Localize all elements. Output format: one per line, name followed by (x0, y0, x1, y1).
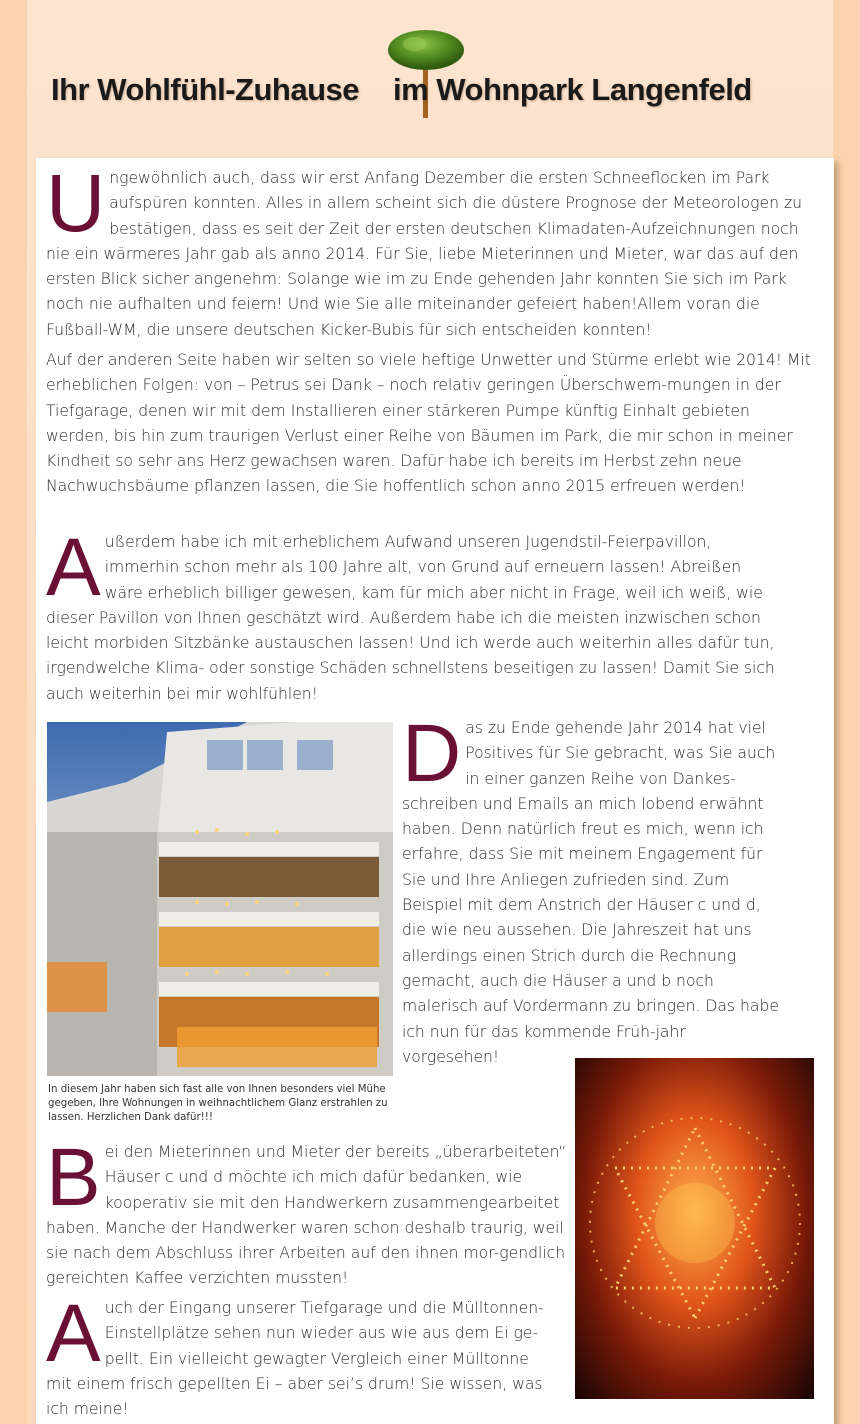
paragraph-text: Auf der anderen Seite haben wir selten so viele heftige Unwetter und Stürme erlebt wie 2014! Mit erheblichen Folgen: von – Petrus sei Dank – noch relativ geringen Überschwem-mungen in der Tiefgarage, denen wir mit dem Installieren einer stärkeren Pumpe künftig Einhalt gebieten werden, bis hin zum traurigen Verlust einer Reihe von Bäumen im Park, die mir schon in meiner Kindheit so sehr ans Herz gewachsen waren. Dafür habe ich bereits im Herbst zehn neue Nachwuchsbäume pflanzen lassen, die Sie hoffentlich schon anno 2015 erfreuen werden! (46, 351, 811, 496)
page-title (51, 72, 831, 108)
house-illustration (47, 722, 393, 1076)
house-photo (47, 722, 393, 1076)
paragraph-text: ußerdem habe ich mit erheblichem Aufwand unseren Jugendstil-Feierpavillon, immerhin schon mehr als 100 Jahre alt, von Grund auf erneuern lassen! Abreißen wäre erheblich billiger gewesen, kam für mich aber nicht in Frage, weil ich weiß, wie dieser Pavillon von Ihnen geschätzt wird. Außerdem habe ich die meisten inzwischen schon leicht morbiden Sitzbänke austauschen lassen! Und ich werde auch weiterhin alles dafür tun, irgendwelche Klima- oder sonstige Schäden schnellstens beseitigen zu lassen! Damit Sie sich auch weiterhin bei mir wohlfühlen! (46, 533, 775, 703)
dropcap: A (46, 1288, 101, 1379)
title-right: im Wohnpark Langenfeld (393, 72, 752, 107)
paragraph-6 (46, 1288, 556, 1422)
paragraph-text: as zu Ende gehende Jahr 2014 hat viel Positives für Sie gebracht, was Sie auch in einer ganzen Reihe von Dankes-schreiben und Emails an mich lobend erwähnt haben. Denn natürlich freut es mich, wenn ich erfahre, dass Sie mit meinem Engagement für Sie und Ihre Anliegen zufrieden sind. Zum Beispiel mit dem Anstrich der Häuser c und d, die wie neu aussehen. Die Jahreszeit hat uns allerdings einen Strich durch die Rechnung gemacht, auch die Häuser a und b noch malerisch auf Vordermann zu bringen. Das habe ich nun für das kommende Früh-jahr vorgesehen! (402, 719, 779, 1066)
christmas-lights-photo (575, 1058, 814, 1399)
paragraph-text: uch der Eingang unserer Tiefgarage und die Mülltonnen-Einstellplätze sehen nun wieder aus wie aus dem Ei ge-pellt. Ein vielleicht gewagter Vergleich einer Mülltonne mit einem frisch gepellten Ei – aber sei’s drum! Sie wissen, was ich meine! (46, 1299, 544, 1419)
paragraph-1 (46, 158, 816, 343)
header-banner (27, 0, 833, 150)
photo-caption: In diesem Jahr haben sich fast alle von Ihnen besonders viel Mühe gegeben, Ihre Wohnungen in weihnachtlichem Glanz erstrahlen zu lassen. Herzlichen Dank dafür!!! (48, 1084, 388, 1123)
paragraph-3 (46, 522, 781, 707)
dropcap: A (46, 522, 101, 613)
dropcap: D (402, 708, 462, 799)
dropcap: B (46, 1132, 101, 1223)
paragraph-text: ngewöhnlich auch, dass wir erst Anfang Dezember die ersten Schneeflocken im Park aufspüren konnten. Alles in allem scheint sich die düstere Prognose der Meteorologen zu bestätigen, dass es seit der Zeit der ersten deutschen Klimadaten-Aufzeichnungen noch nie ein wärmeres Jahr gab als anno 2014. Für Sie, liebe Mieterinnen und Mieter, war das auf den ersten Blick sicher angenehm: Solange wie im zu Ende gehenden Jahr konnten Sie sich im Park noch nie aufhalten und feiern! Und wie Sie alle miteinander gefeiert haben!Allem voran die Fußball-WM, die unsere deutschen Kicker-Bubis für sich entscheiden konnten! (46, 169, 803, 339)
title-left: Ihr Wohlfühl-Zuhause (51, 72, 360, 107)
paragraph-4 (402, 708, 780, 1070)
star-lights-illustration (575, 1058, 814, 1399)
dropcap: U (46, 158, 106, 249)
paragraph-2 (46, 348, 816, 500)
paragraph-5 (46, 1132, 570, 1292)
paragraph-text: ei den Mieterinnen und Mieter der bereits „überarbeiteten“ Häuser c und d möchte ich mich dafür bedanken, wie kooperativ sie mit den Handwerkern zusammengearbeitet haben. Manche der Handwerker waren schon deshalb traurig, weil sie nach dem Abschluss ihrer Arbeiten auf den ihnen mor-gendlich gereichten Kaffee verzichten mussten! (46, 1143, 567, 1288)
